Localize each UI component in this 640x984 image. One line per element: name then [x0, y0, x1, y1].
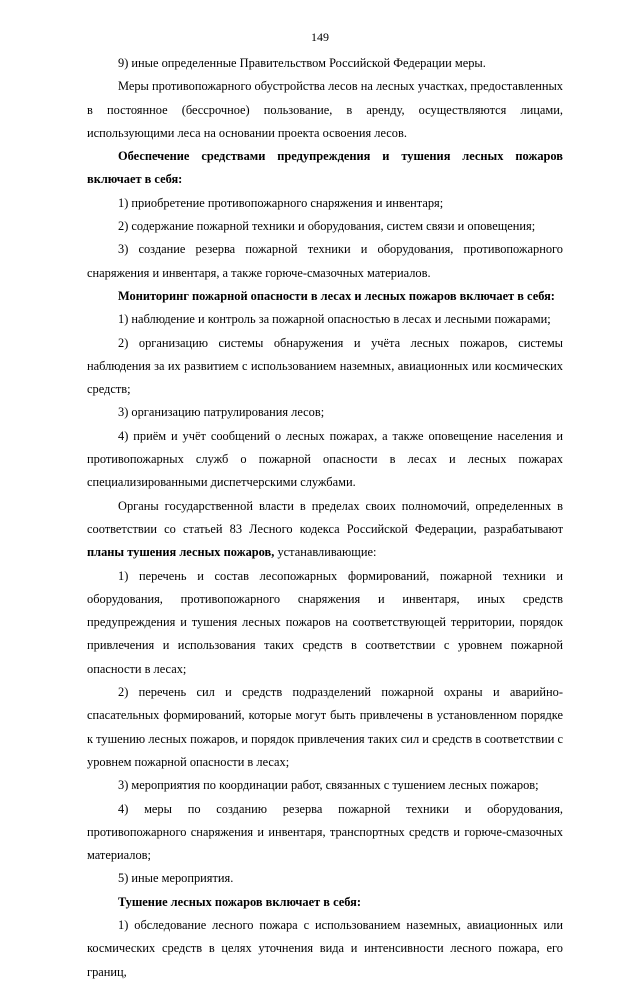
paragraph — [87, 332, 563, 402]
paragraph — [87, 238, 563, 285]
paragraph-text: 3) создание резерва пожарной техники и оборудования, противопожарного снаряжения и инвентаря, а также горюче-смазочных материалов. — [87, 242, 563, 280]
bold-text: Тушение лесных пожаров включает в себя: — [118, 894, 361, 909]
paragraph — [87, 75, 563, 145]
paragraph — [87, 401, 563, 424]
paragraph-text: 5) иные мероприятия. — [118, 871, 234, 886]
bold-text: Мониторинг пожарной опасности в лесах и лесных пожаров включает в себя: — [118, 288, 555, 303]
bold-text: планы тушения лесных пожаров, — [87, 545, 275, 560]
paragraph — [87, 774, 563, 797]
paragraph-text: 1) приобретение противопожарного снаряжения и инвентаря; — [118, 195, 444, 210]
paragraph — [87, 425, 563, 495]
paragraph — [87, 145, 563, 192]
paragraph-text: Органы государственной власти в пределах своих полномочий, определенных в соответствии со статьей 83 Лесного кодекса Российской Федерации, разрабатывают — [87, 498, 563, 536]
bold-text: Обеспечение средствами предупреждения и тушения лесных пожаров включает в себя: — [87, 149, 563, 187]
paragraph — [87, 495, 563, 565]
paragraph — [87, 308, 563, 331]
paragraph — [87, 681, 563, 774]
paragraph-text: Меры противопожарного обустройства лесов на лесных участках, предоставленных в постоянное (бессрочное) пользование, в аренду, осуществляются лицами, использующими леса на основании проекта освоения лесов. — [87, 79, 563, 140]
paragraph — [87, 285, 563, 308]
paragraph-text: 2) перечень сил и средств подразделений пожарной охраны и аварийно-спасательных формирований, которые могут быть привлечены в установленном порядке к тушению лесных пожаров, и порядок привлечения таких сил и средств в соответствии с уровнем пожарной опасности в лесах; — [87, 685, 563, 769]
paragraph-text: 2) организацию системы обнаружения и учёта лесных пожаров, системы наблюдения за их развитием с использованием наземных, авиационных или космических средств; — [87, 335, 563, 397]
paragraph — [87, 867, 563, 890]
paragraph — [87, 565, 563, 681]
paragraph-text: 1) обследование лесного пожара с использованием наземных, авиационных или космических средств в целях уточнения вида и интенсивности лесного пожара, его границ, — [87, 917, 563, 979]
paragraph-text: 3) организацию патрулирования лесов; — [118, 405, 325, 420]
page-number: 149 — [311, 30, 329, 44]
paragraph-text: 3) мероприятия по координации работ, связанных с тушением лесных пожаров; — [118, 778, 539, 793]
paragraph-text: устанавливающие: — [274, 545, 377, 560]
paragraph-text: 1) наблюдение и контроль за пожарной опасностью в лесах и лесными пожарами; — [118, 312, 551, 327]
paragraph — [87, 914, 563, 984]
paragraph-text: 2) содержание пожарной техники и оборудования, систем связи и оповещения; — [118, 219, 536, 234]
paragraph — [87, 192, 563, 215]
paragraph — [87, 52, 563, 75]
document-body — [87, 52, 563, 984]
paragraph-text: 4) приём и учёт сообщений о лесных пожарах, а также оповещение населения и противопожарных служб о пожарной опасности в лесах и лесных пожарах специализированными диспетчерскими службами. — [87, 428, 563, 490]
paragraph — [87, 215, 563, 238]
paragraph — [87, 891, 563, 914]
paragraph — [87, 798, 563, 868]
paragraph-text: 1) перечень и состав лесопожарных формирований, пожарной техники и оборудования, противопожарного снаряжения и инвентаря, иных средств предупреждения и тушения лесных пожаров на соответствующей территории, порядок привлечения и использования таких средств в соответствии с уровнем пожарной опасности в лесах; — [87, 568, 563, 676]
paragraph-text: 4) меры по созданию резерва пожарной техники и оборудования, противопожарного снаряжения и инвентаря, транспортных средств и горюче-смазочных материалов; — [87, 801, 563, 863]
paragraph-text: 9) иные определенные Правительством Российской Федерации меры. — [118, 56, 486, 70]
